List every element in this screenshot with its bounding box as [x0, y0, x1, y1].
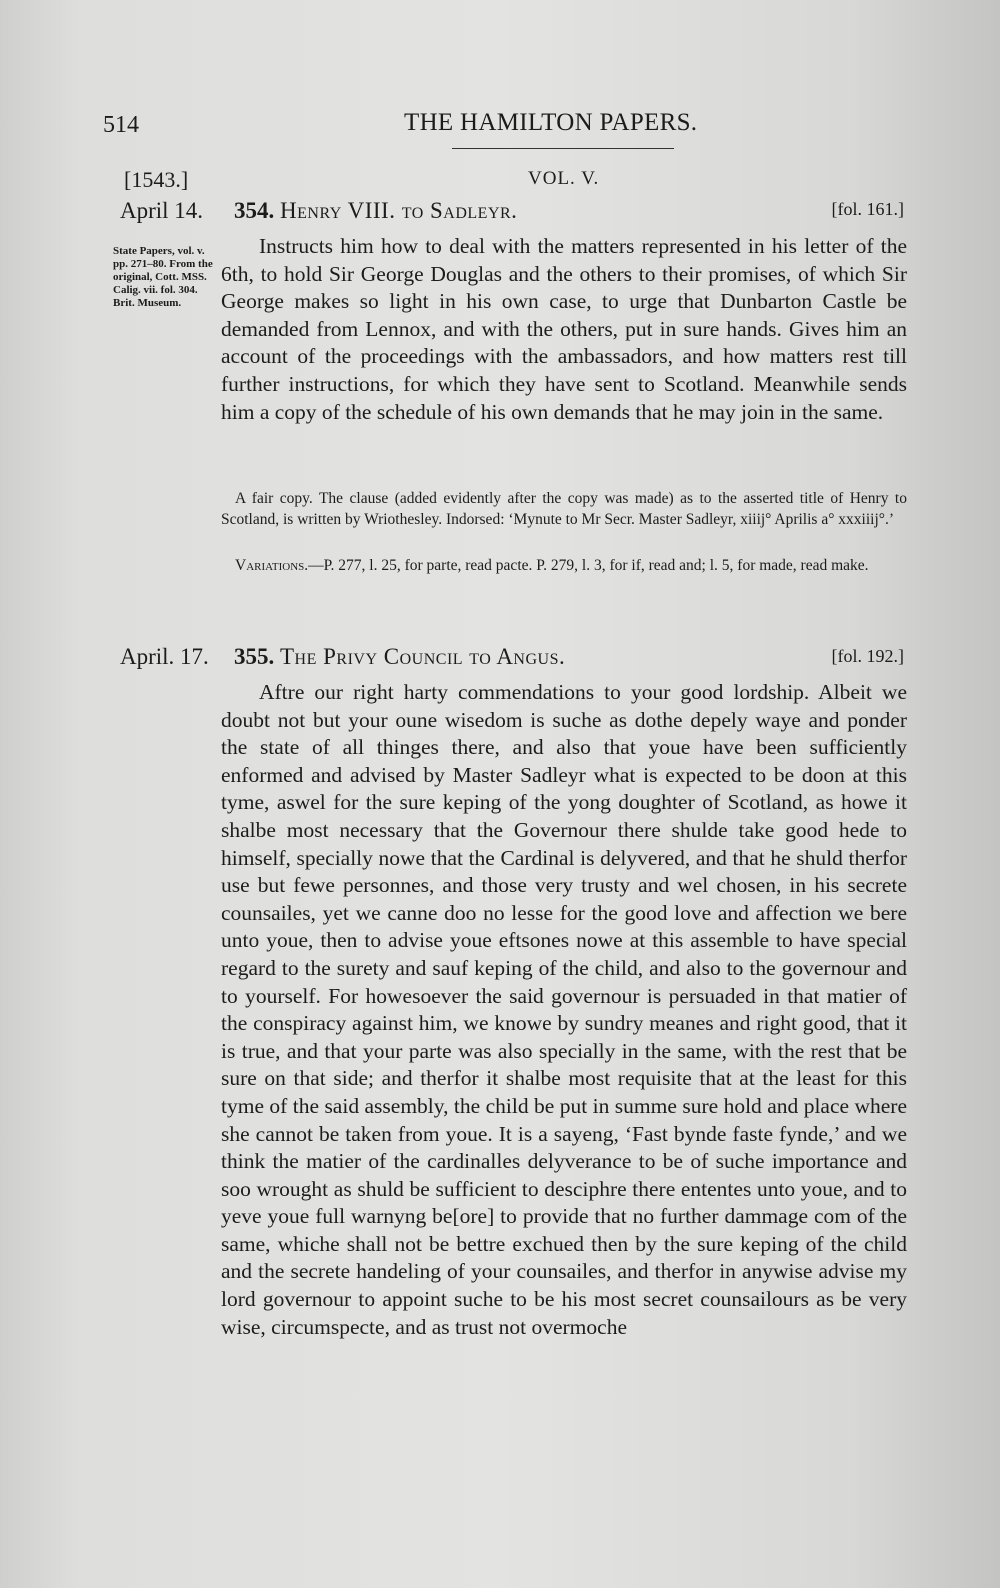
- entry-354-summary: Instructs him how to deal with the matters represented in his letter of the 6th, to hold Sir George Douglas and the others to their promises, of which Sir George makes so light in his own case, to urge that Dunbarton Castle be demanded from Lennox, and with the others, put in sure hands. Gives him an account of the proceedings with the ambassadors, and how matters rest till further instructions, for which they have sent to Scotland. Meanwhile sends him a copy of the schedule of his own demands that he may join in the same.: [221, 234, 907, 424]
- variations-label: Variations.: [235, 557, 309, 574]
- entry-354-heading: [234, 198, 517, 224]
- year-label: [1543.]: [124, 167, 189, 192]
- entry-355-number: 355.: [234, 644, 275, 669]
- volume-label: VOL. V.: [528, 168, 600, 189]
- entry-354-note: A fair copy. The clause (added evidently after the copy was made) as to the asserted title of Henry to Scotland, is written by Wriothesley. Indorsed: ‘Mynute to Mr Secr. Master Sadleyr, xiiij° Aprilis a° xxxiiij°.’: [221, 490, 907, 528]
- entry-354-folio: [fol. 161.]: [831, 199, 904, 219]
- header-rule: [452, 148, 674, 149]
- running-title: THE HAMILTON PAPERS.: [404, 109, 698, 136]
- variations-text: —P. 277, l. 25, for parte, read pacte. P. 279, l. 3, for if, read and; l. 5, for made, read make.: [308, 557, 869, 574]
- entry-354-date: April 14.: [120, 198, 204, 223]
- entry-354-variations: [221, 555, 907, 576]
- entry-355-letter-body: Aftre our right harty commendations to your good lordship. Albeit we doubt not but your oune wisedom is suche as dothe depely waye and ponder the state of all thinges there, and also that youe have been sufficiently enformed and advised by Master Sadleyr what is expected to be doon at this tyme, aswel for the sure keping of the yong doughter of Scotland, as howe it shalbe most necessary that the Governour there shulde take good hede to himself, specially nowe that the Cardinal is delyvered, and that he shuld therfor use but fewe personnes, and those very trusty and wel chosen, in his secrete counsailes, yet we canne doo no lesse for the good love and affection we bere unto youe, then to advise youe eftsones nowe at this assemble to have special regard to the surety and sauf keping of the child, and also to the governour and to yourself. For howesoever the said governour is persuaded in that matier of the conspiracy against him, we knowe by sundry meanes and right good, that it is true, and that your parte was also specially in the same, with the rest that be sure on that side; and therfor it shalbe most requisite that at the least for this tyme of the said assembly, the child be put in summe sure hold and place where she cannot be taken from youe. It is a sayeng, ‘Fast bynde faste fynde,’ and we think the matier of the cardinalles delyverance to be of suche importance and soo wrought as shuld be sufficient to desciphre there ententes unto youe, and to yeve youe full warnyng be[ore] to provide that no further dammage com of the same, whiche shall not be bettre exchued then by the sure keping of the child and the secrete handeling of your counsailes, and therfor in anywise advise my lord governour to appoint suche to be his most secret counsailours as be very wise, circumspecte, and as trust not overmoche: [221, 680, 907, 1339]
- entry-354-title: Henry VIII. to Sadleyr.: [280, 198, 518, 223]
- entry-355-heading: [234, 644, 565, 670]
- entry-355-date: April. 17.: [120, 644, 209, 669]
- entry-354-number: 354.: [234, 198, 275, 223]
- entry-355-title: The Privy Council to Angus.: [280, 644, 566, 669]
- page-number: 514: [103, 112, 139, 138]
- entry-355-folio: [fol. 192.]: [831, 646, 904, 666]
- entry-354-source-note: State Papers, vol. v. pp. 271–80. From the original, Cott. MSS. Calig. vii. fol. 304. Brit. Museum.: [113, 245, 213, 309]
